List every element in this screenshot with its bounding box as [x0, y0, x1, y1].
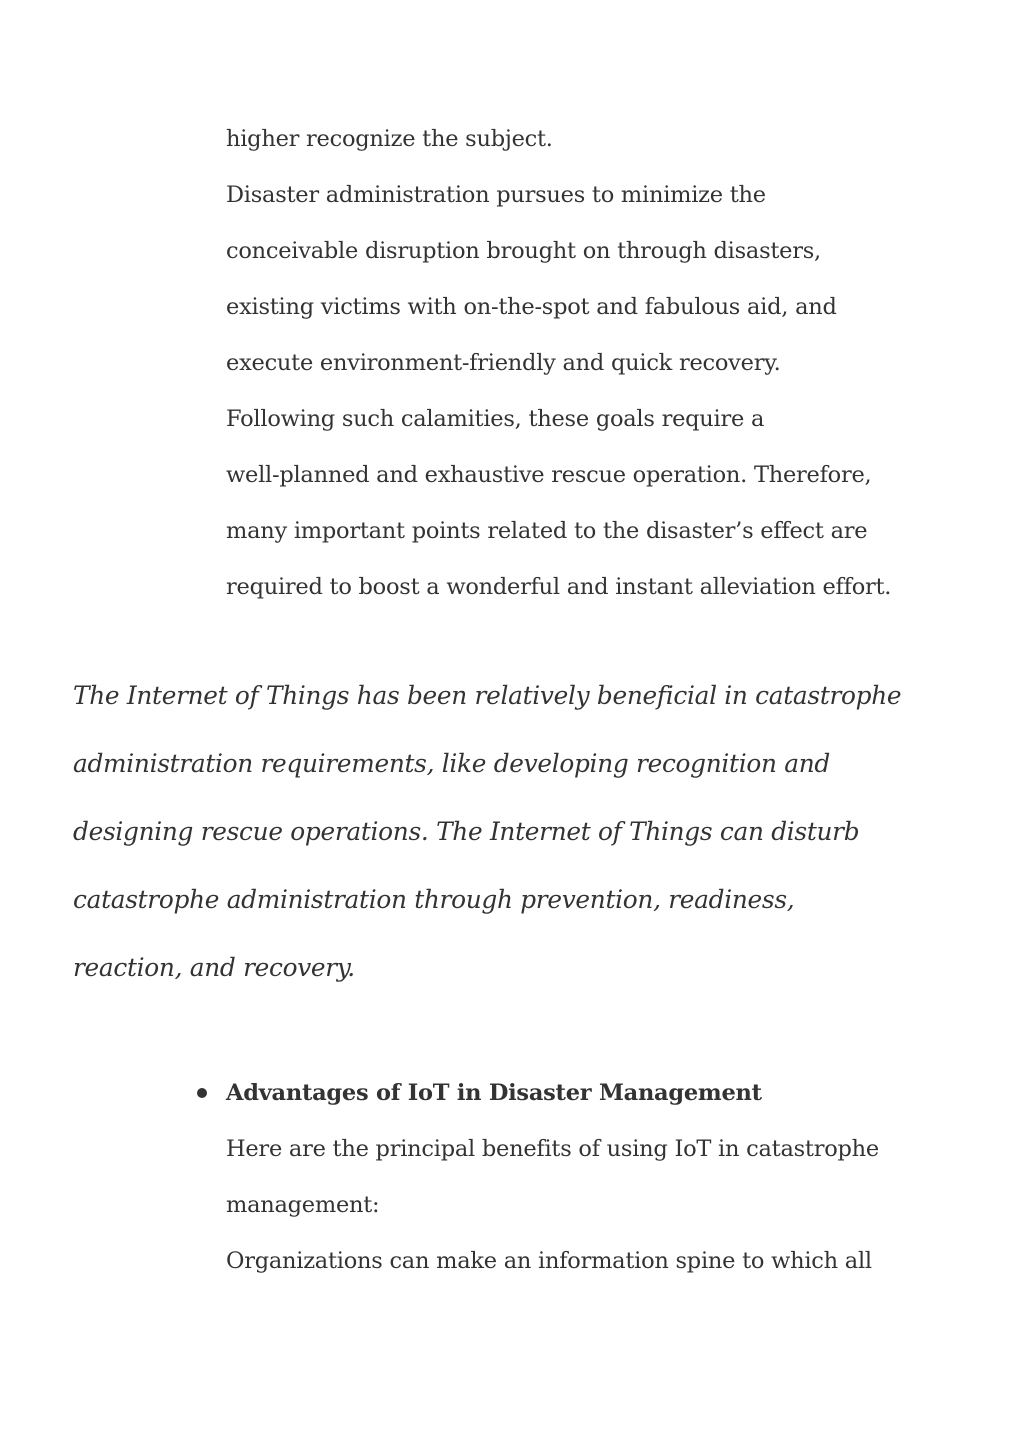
italic-line: catastrophe administration through prevention, readiness, — [73, 885, 795, 914]
paragraph-line: execute environment-friendly and quick recovery. — [226, 350, 781, 376]
bullet-icon — [197, 1088, 207, 1098]
section-line: Here are the principal benefits of using IoT in catastrophe — [226, 1136, 879, 1162]
paragraph-line: many important points related to the disaster’s effect are — [226, 518, 868, 544]
italic-line: The Internet of Things has been relatively beneficial in catastrophe — [73, 681, 902, 710]
paragraph-line: conceivable disruption brought on through disasters, — [226, 238, 821, 264]
italic-line: administration requirements, like developing recognition and — [73, 749, 830, 778]
italic-line: designing rescue operations. The Internet of Things can disturb — [73, 817, 860, 846]
paragraph-line: required to boost a wonderful and instant alleviation effort. — [226, 574, 892, 600]
paragraph-line: Disaster administration pursues to minimize the — [226, 182, 766, 208]
section-line: Organizations can make an information spine to which all — [226, 1248, 872, 1274]
paragraph-line: higher recognize the subject. — [226, 126, 553, 152]
italic-line: reaction, and recovery. — [73, 953, 355, 982]
paragraph-line: existing victims with on-the-spot and fabulous aid, and — [226, 294, 837, 320]
section-line: management: — [226, 1192, 380, 1218]
paragraph-line: Following such calamities, these goals require a — [226, 406, 765, 432]
paragraph-line: well-planned and exhaustive rescue operation. Therefore, — [226, 462, 872, 488]
section-heading: Advantages of IoT in Disaster Management — [226, 1080, 762, 1106]
